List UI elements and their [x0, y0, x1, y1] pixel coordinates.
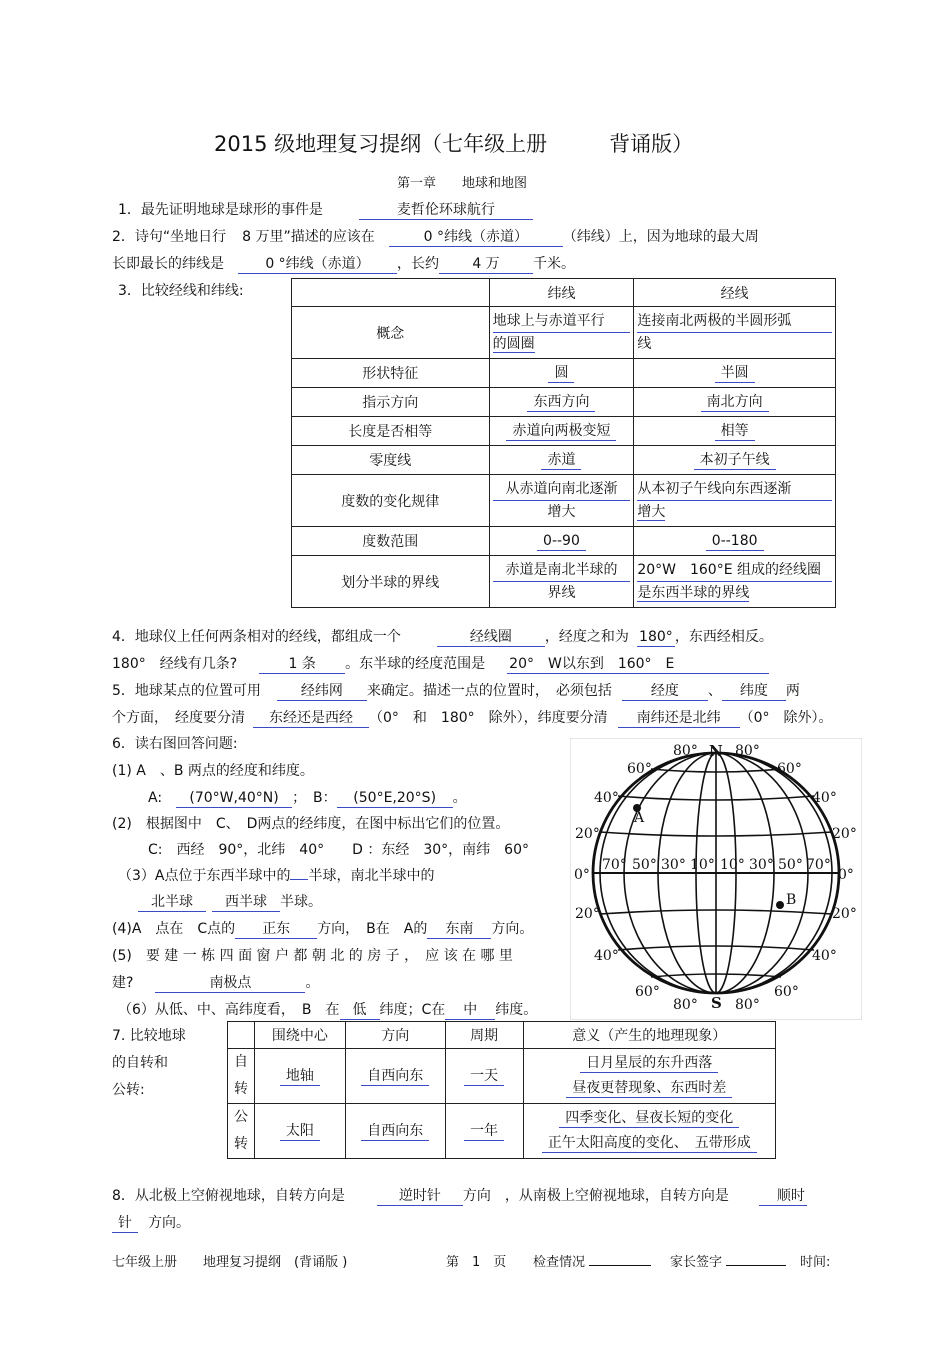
question-4: 4．地球仪上任何两条相对的经线，都组成一个 经线圈 ，经度之和为 180° ，东西经相反。	[112, 629, 773, 645]
lat-label: 60°	[635, 984, 660, 1000]
answer: 针	[112, 1215, 138, 1233]
footer-check: 检查情况	[533, 1251, 651, 1270]
answer: 低	[340, 1002, 380, 1020]
q6-sub1-answers: A: (70°W,40°N) ； B： (50°E,20°S) 。	[148, 790, 467, 806]
q6-sub2-coords: C: 西经 90°，北纬 40° D ：东经 30°，南纬 60°	[148, 842, 529, 858]
header-cell: 方向	[345, 1022, 445, 1049]
lon-label: 50°	[632, 857, 657, 873]
lat-label: 20°	[575, 826, 600, 842]
answer: 顺时	[759, 1188, 807, 1206]
table-row: 指示方向 东西方向 南北方向	[292, 388, 836, 417]
lon-label: 30°	[661, 857, 686, 873]
q6-sub4: (4)A 点在 C点的 正东 方向， B在 A的 东南 方向。	[112, 921, 534, 937]
compare-table	[291, 278, 836, 608]
question-1: 1．最先证明地球是球形的事件是 麦哲伦环球航行	[118, 199, 533, 220]
question-7-label-3: 公转:	[112, 1082, 145, 1098]
signature-blank	[726, 1265, 786, 1266]
header-cell: 意义（产生的地理现象）	[523, 1022, 776, 1049]
header-cell: 纬线	[489, 279, 634, 307]
lat-label: 0°	[838, 867, 854, 883]
table-row: 度数的变化规律 从赤道向南北逐渐 增大 从本初子午线向东西逐渐 增大	[292, 475, 836, 527]
south-label: S	[711, 994, 722, 1012]
q6-sub2: (2) 根据图中 C、 D两点的经纬度，在图中标出它们的位置。	[112, 816, 510, 832]
answer: 北半球	[138, 894, 206, 912]
table-row: 形状特征 圆 半圆	[292, 359, 836, 388]
answer: (50°E,20°S)	[337, 790, 453, 808]
north-label: N	[709, 742, 723, 760]
question-8-cont: 针 方向。	[112, 1212, 190, 1233]
lon-label: 10°	[690, 857, 715, 873]
q6-sub3-answers: 北半球 西半球 半球。	[138, 891, 322, 912]
q6-sub5: (5) 要 建 一 栋 四 面 窗 户 都 朝 北 的 房 子 ， 应 该 在 哪 里	[112, 948, 513, 964]
lat-label: 20°	[832, 906, 857, 922]
point-b-marker	[776, 901, 784, 909]
answer: 0 °纬线（赤道）	[238, 256, 397, 274]
rotation-revolution-table	[227, 1021, 776, 1159]
question-2: 2．诗句“坐地日行 8 万里”描述的应该在 0 °纬线（赤道） （纬线）上，因为地球的最大周	[112, 229, 759, 245]
answer: 西半球	[212, 894, 280, 912]
chapter-heading: 第一章 地球和地图	[397, 176, 528, 191]
answer: 南极点	[155, 975, 305, 993]
table-row: 自 转 地轴 自西向东 一天 日月星辰的东升西落 昼夜更替现象、东西时差	[228, 1049, 776, 1104]
table-row: 长度是否相等 赤道向两极变短 相等	[292, 417, 836, 446]
table-header-row	[228, 1022, 776, 1049]
lat-label: 60°	[774, 984, 799, 1000]
q6-sub6: （6）从低、中、高纬度看， B 在 低 纬度；C在 中 纬度。	[118, 1002, 538, 1018]
footer-page: 第 1 页	[446, 1255, 507, 1270]
lon-label: 30°	[749, 857, 774, 873]
table-row: 零度线 赤道 本初子午线	[292, 446, 836, 475]
lat-label: 80°	[735, 743, 760, 759]
row-label: 形状特征	[292, 359, 490, 388]
row-label: 划分半球的界线	[292, 556, 490, 608]
row-label: 概念	[292, 307, 490, 359]
header-cell: 周期	[445, 1022, 523, 1049]
answer: 180°	[637, 629, 675, 647]
table-row: 公 转 太阳 自西向东 一年 四季变化、昼夜长短的变化 正午太阳高度的变化、 五带形成	[228, 1104, 776, 1159]
question-7-label-1: 7. 比较地球	[112, 1028, 186, 1044]
lat-label: 0°	[574, 867, 590, 883]
answer: (70°W,40°N)	[176, 790, 292, 808]
lon-label: 50°	[778, 857, 803, 873]
lat-label: 40°	[812, 790, 837, 806]
row-type: 自 转	[228, 1049, 255, 1104]
footer-parent: 家长签字	[670, 1251, 786, 1270]
answer: 经线圈	[437, 629, 545, 647]
answer: 纬度	[722, 683, 786, 701]
graticule	[593, 753, 839, 993]
question-2-cont: 长即最长的纬线是 0 °纬线（赤道） ，长约 4 万 千米。	[112, 256, 575, 272]
lat-cell: 地球上与赤道平行 的圆圈	[489, 307, 634, 359]
row-label: 度数的变化规律	[292, 475, 490, 527]
answer: 东经还是西经	[253, 710, 369, 728]
lat-label: 40°	[594, 948, 619, 964]
header-cell: 经线	[634, 279, 836, 307]
question-5-cont: 个方面， 经度要分清 东经还是西经 （0° 和 180° 除外），纬度要分清 南纬还是北纬 （0° 除外）。	[112, 710, 833, 726]
lat-label: 80°	[673, 997, 698, 1013]
lat-label: 60°	[627, 761, 652, 777]
question-8: 8．从北极上空俯视地球，自转方向是 逆时针 方向 ，从南极上空俯视地球，自转方向是 顺时	[112, 1188, 805, 1204]
lat-label: 40°	[812, 948, 837, 964]
question-6: 6．读右图回答问题:	[112, 736, 238, 752]
table-header-row	[292, 279, 836, 307]
table-row: 度数范围 0--90 0--180	[292, 527, 836, 556]
q6-sub1: (1) A 、B 两点的经度和纬度。	[112, 763, 314, 779]
lat-label: 20°	[832, 826, 857, 842]
lon-label: 10°	[720, 857, 745, 873]
check-blank	[589, 1265, 651, 1266]
answer: 4 万	[439, 256, 533, 274]
question-7-label-2: 的自转和	[112, 1055, 168, 1071]
point-a-label: A	[634, 810, 645, 826]
answer: 20° W以东到 160° E	[507, 656, 769, 674]
row-label: 指示方向	[292, 388, 490, 417]
answer: 东南	[427, 921, 491, 939]
answer: 0 °纬线（赤道）	[389, 229, 563, 247]
table-row: 划分半球的界线 赤道是南北半球的 界线 20°W 160°E 组成的经线圈 是东西半球的界线	[292, 556, 836, 608]
answer: 南纬还是北纬	[618, 710, 740, 728]
lat-label: 80°	[673, 743, 698, 759]
question-5: 5．地球某点的位置可用 经纬网 来确定。描述一点的位置时， 必须包括 经度 、 纬度 两	[112, 683, 800, 699]
header-cell: 围绕中心	[254, 1022, 345, 1049]
row-label: 长度是否相等	[292, 417, 490, 446]
question-3: 3．比较经线和纬线:	[118, 283, 244, 299]
q6-sub3: （3）A点位于东西半球中的 半球，南北半球中的	[118, 868, 435, 884]
answer: 麦哲伦环球航行	[359, 202, 533, 220]
row-label: 度数范围	[292, 527, 490, 556]
page-title: 2015 级地理复习提纲（七年级上册 背诵版）	[214, 132, 694, 156]
lat-label: 80°	[735, 997, 760, 1013]
answer: 经纬网	[277, 683, 367, 701]
lon-label: 70°	[806, 857, 831, 873]
q6-sub5-cont: 建? 南极点 。	[112, 975, 320, 991]
table-row	[292, 307, 836, 359]
answer: 逆时针	[377, 1188, 463, 1206]
globe-graticule-figure	[570, 738, 862, 1020]
answer: 中	[445, 1002, 495, 1020]
footer-left: 七年级上册 地理复习提纲 (背诵版 )	[112, 1255, 348, 1270]
footer-time: 时间:	[800, 1255, 831, 1270]
lat-label: 60°	[777, 761, 802, 777]
lon-cell: 连接南北两极的半圆形弧 线	[634, 307, 836, 359]
row-label: 零度线	[292, 446, 490, 475]
answer: 经度	[622, 683, 708, 701]
question-4-cont: 180° 经线有几条? 1 条 。东半球的经度范围是 20° W以东到 160° E	[112, 653, 769, 674]
lat-label: 40°	[594, 790, 619, 806]
answer: 1 条	[259, 656, 345, 674]
answer: 正东	[235, 921, 317, 939]
lon-label: 70°	[602, 857, 627, 873]
point-b-label: B	[786, 892, 797, 908]
row-type: 公 转	[228, 1104, 255, 1159]
lat-label: 20°	[575, 906, 600, 922]
